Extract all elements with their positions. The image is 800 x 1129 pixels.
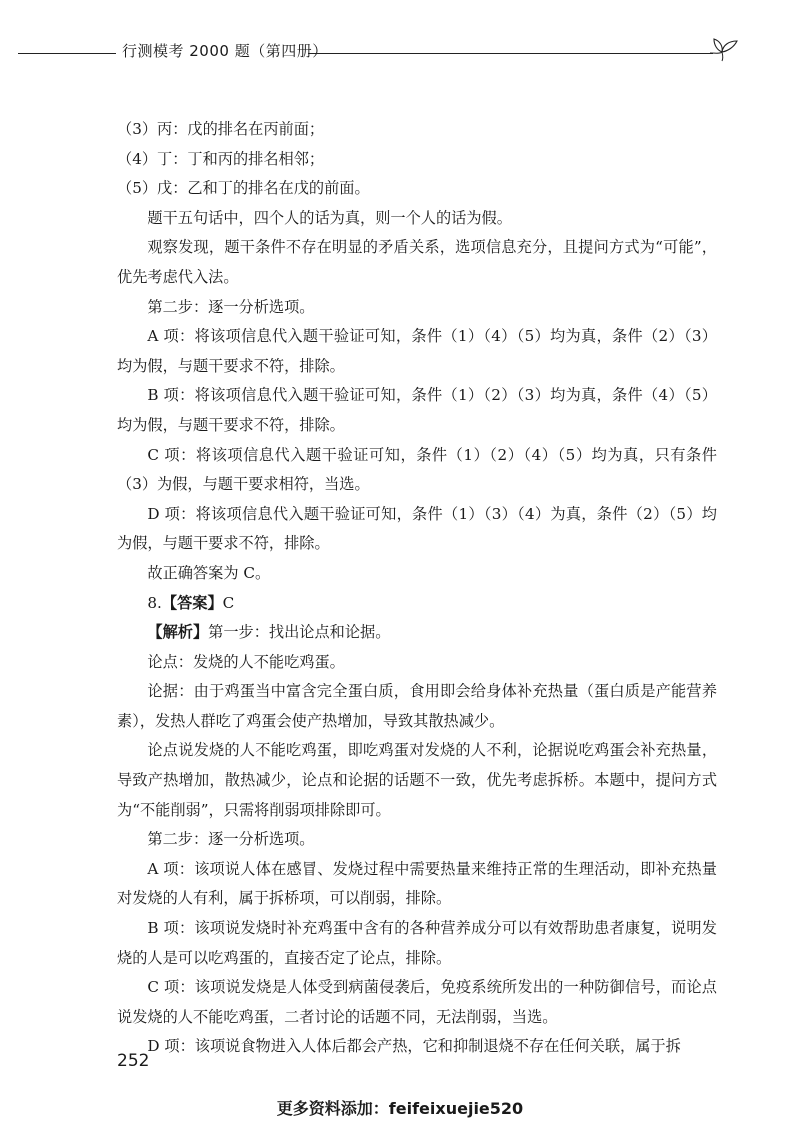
paragraph: C 项：将该项信息代入题干验证可知，条件（1）（2）（4）（5）均为真，只有条件（3）为假，与题干要求相符，当选。 (117, 445, 717, 494)
paragraph: B 项：该项说发烧时补充鸡蛋中含有的各种营养成分可以有效帮助患者康复，说明发烧的人是可以吃鸡蛋的，直接否定了论点，排除。 (117, 919, 717, 967)
paragraph: 题干五句话中，四个人的话为真，则一个人的话为假。 (147, 208, 512, 227)
paragraph: B 项：将该项信息代入题干验证可知，条件（1）（2）（3）均为真，条件（4）（5）均为假，与题干要求不符，排除。 (117, 386, 717, 434)
paragraph: （4）丁：丁和丙的排名相邻； (117, 149, 325, 168)
footer-note: 更多资料添加：feifeixuejie520 (276, 1099, 524, 1118)
paragraph: 观察发现，题干条件不存在明显的矛盾关系，选项信息充分，且提问方式为“可能”，优先考虑代入法。 (117, 238, 717, 286)
page-number: 252 (117, 1051, 150, 1071)
analysis-first-step: 第一步：找出论点和论据。 (208, 623, 391, 642)
analysis-line (117, 618, 717, 648)
question-number: 8. (147, 593, 162, 612)
paragraph: A 项：该项说人体在感冒、发烧过程中需要热量来维持正常的生理活动，即补充热量对发烧的人有利，属于拆桥项，可以削弱，排除。 (117, 859, 717, 908)
answer-line (117, 589, 717, 619)
paragraph: 第二步：逐一分析选项。 (147, 830, 315, 849)
paragraph: 论据：由于鸡蛋当中富含完全蛋白质，食用即会给身体补充热量（蛋白质是产能营养素），发热人群吃了鸡蛋会使产热增加，导致其散热减少。 (117, 682, 717, 730)
running-header (18, 36, 778, 76)
paragraph: A 项：将该项信息代入题干验证可知，条件（1）（4）（5）均为真，条件（2）（3）均为假，与题干要求不符，排除。 (117, 327, 717, 375)
answer-label: 【答案】 (161, 593, 223, 612)
paragraph: （5）戊：乙和丁的排名在戊的前面。 (117, 179, 370, 198)
paragraph: （3）丙：戊的排名在丙前面； (117, 120, 325, 138)
page-body (117, 115, 717, 1062)
header-rule-left (18, 53, 116, 54)
sprout-icon (710, 36, 744, 62)
header-rule-right (308, 53, 713, 54)
paragraph: 故正确答案为 C。 (147, 563, 271, 582)
header-title: 行测模考 2000 题（第四册） (122, 42, 328, 60)
paragraph: 论点：发烧的人不能吃鸡蛋。 (147, 652, 345, 671)
analysis-label: 【解析】 (147, 623, 209, 642)
paragraph: 第二步：逐一分析选项。 (147, 297, 315, 316)
paragraph: 论点说发烧的人不能吃鸡蛋，即吃鸡蛋对发烧的人不利，论据说吃鸡蛋会补充热量，导致产热增加，散热减少，论点和论据的话题不一致，优先考虑拆桥。本题中，提问方式为“不能削弱”，只需将削弱项排除即可。 (117, 741, 717, 819)
answer-value: C (222, 593, 235, 612)
paragraph: D 项：将该项信息代入题干验证可知，条件（1）（3）（4）为真，条件（2）（5）均为假，与题干要求不符，排除。 (117, 504, 717, 553)
paragraph: D 项：该项说食物进入人体后都会产热，它和抑制退烧不存在任何关联，属于拆 (147, 1037, 681, 1056)
paragraph: C 项：该项说发烧是人体受到病菌侵袭后，免疫系统所发出的一种防御信号，而论点说发烧的人不能吃鸡蛋，二者讨论的话题不同，无法削弱，当选。 (117, 978, 717, 1026)
